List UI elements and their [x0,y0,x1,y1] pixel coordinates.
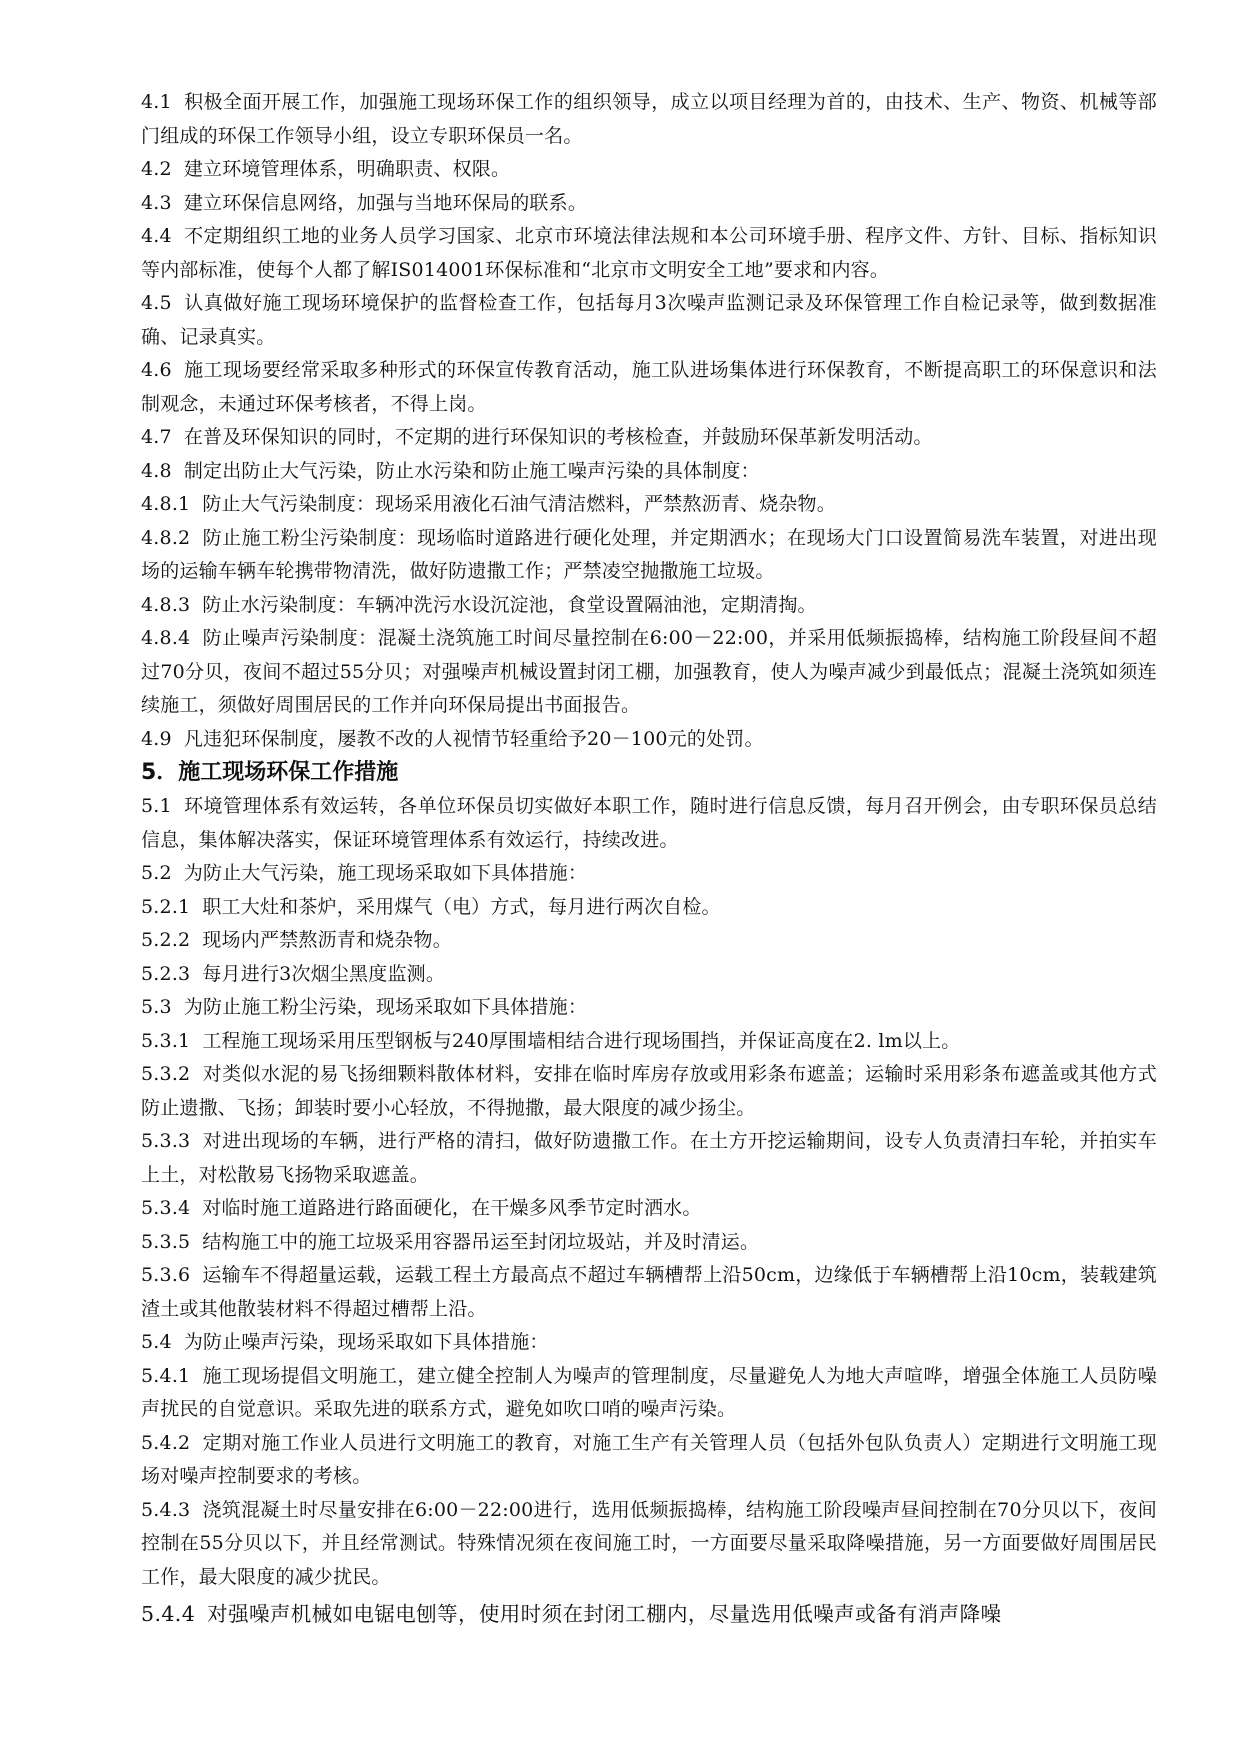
paragraph-4-8-2: 4.8.2 防止施工粉尘污染制度：现场临时道路进行硬化处理，并定期洒水；在现场大门口设置简易洗车装置，对进出现场的运输车辆车轮携带物清洗，做好防遗撒工作；严禁凌空抛撒施工垃圾。 [141,526,1157,582]
paragraph-4-8-1: 4.8.1 防止大气污染制度：现场采用液化石油气清洁燃料，严禁熬沥青、烧杂物。 [141,493,836,515]
paragraph-4-4: 4.4 不定期组织工地的业务人员学习国家、北京市环境法律法规和本公司环境手册、程序文件、方针、目标、指标知识等内部标准，使每个人都了解IS014001环保标准和“北京市文明安全工地”要求和内容。 [141,225,1157,281]
paragraph-4-5: 4.5 认真做好施工现场环境保护的监督检查工作，包括每月3次噪声监测记录及环保管理工作自检记录等，做到数据准确、记录真实。 [141,292,1157,348]
paragraph-5-3: 5.3 为防止施工粉尘污染，现场采取如下具体措施： [141,996,588,1018]
paragraph-4-8-3: 4.8.3 防止水污染制度：车辆冲洗污水设沉淀池，食堂设置隔油池，定期清掏。 [141,593,817,616]
paragraph-4-8: 4.8 制定出防止大气污染，防止水污染和防止施工噪声污染的具体制度： [141,459,760,482]
paragraph-4-8-4: 4.8.4 防止噪声污染制度：混凝土浇筑施工时间尽量控制在6:00－22:00，并采用低频振捣棒，结构施工阶段昼间不超过70分贝，夜间不超过55分贝；对强噪声机械设置封闭工棚，加强教育，使人为噪声减少到最低点；混凝土浇筑如须连续施工，须做好周围居民的工作并向环保局提出书面报告。 [141,627,1157,716]
paragraph-5-4-3: 5.4.3 浇筑混凝土时尽量安排在6:00－22:00进行，选用低频振捣棒，结构施工阶段噪声昼间控制在70分贝以下，夜间控制在55分贝以下，并且经常测试。特殊情况须在夜间施工时，一方面要尽量采取降噪措施，另一方面要做好周围居民工作，最大限度的减少扰民。 [141,1498,1157,1588]
section-heading: 5．施工现场环保工作措施 [141,760,399,785]
paragraph-5-3-2: 5.3.2 对类似水泥的易飞扬细颗料散体材料，安排在临时库房存放或用彩条布遮盖；运输时采用彩条布遮盖或其他方式防止遗撒、飞扬；卸装时要小心轻放，不得抛撒，最大限度的减少扬尘。 [141,1063,1157,1119]
paragraph-5-3-5: 5.3.5 结构施工中的施工垃圾采用容器吊运至封闭垃圾站，并及时清运。 [141,1230,760,1253]
paragraph-5-3-6: 5.3.6 运输车不得超量运载，运载工程土方最高点不超过车辆槽帮上沿50cm，边缘低于车辆槽帮上沿10cm，装载建筑渣土或其他散装材料不得超过槽帮上沿。 [141,1264,1157,1320]
paragraph-4-7: 4.7 在普及环保知识的同时，不定期的进行环保知识的考核检查，并鼓励环保革新发明活动。 [141,426,933,448]
paragraph-5-2-3: 5.2.3 每月进行3次烟尘黑度监测。 [141,962,446,985]
paragraph-4-2: 4.2 建立环境管理体系，明确职责、权限。 [141,158,511,180]
paragraph-5-4-2: 5.4.2 定期对施工作业人员进行文明施工的教育，对施工生产有关管理人员（包括外包队负责人）定期进行文明施工现场对噪声控制要求的考核。 [141,1431,1157,1487]
paragraph-5-2-1: 5.2.1 职工大灶和茶炉，采用煤气（电）方式，每月进行两次自检。 [141,895,721,918]
paragraph-4-1: 4.1 积极全面开展工作，加强施工现场环保工作的组织领导，成立以项目经理为首的，由技术、生产、物资、机械等部门组成的环保工作领导小组，设立专职环保员一名。 [141,91,1157,147]
paragraph-4-9: 4.9 凡违犯环保制度，屡教不改的人视情节轻重给予20－100元的处罚。 [141,727,764,750]
paragraph-5-4-1: 5.4.1 施工现场提倡文明施工，建立健全控制人为噪声的管理制度，尽量避免人为地大声喧哗，增强全体施工人员防噪声扰民的自觉意识。采取先进的联系方式，避免如吹口哨的噪声污染。 [141,1364,1157,1420]
paragraph-5-2: 5.2 为防止大气污染，施工现场采取如下具体措施： [141,862,588,884]
paragraph-4-6: 4.6 施工现场要经常采取多种形式的环保宣传教育活动，施工队进场集体进行环保教育，不断提高职工的环保意识和法制观念，未通过环保考核者，不得上岗。 [141,359,1157,415]
paragraph-5-3-1: 5.3.1 工程施工现场采用压型钢板与240厚围墙相结合进行现场围挡，并保证高度在2. lm以上。 [141,1029,961,1052]
paragraph-5-4-4: 5.4.4 对强噪声机械如电锯电刨等，使用时须在封闭工棚内，尽量选用低噪声或备有消声降噪 [141,1602,1002,1626]
paragraph-5-3-3: 5.3.3 对进出现场的车辆，进行严格的清扫，做好防遗撒工作。在土方开挖运输期间，设专人负责清扫车轮，并拍实车上土，对松散易飞扬物采取遮盖。 [141,1130,1157,1186]
document-page [141,86,1157,1634]
paragraph-5-4: 5.4 为防止噪声污染，现场采取如下具体措施： [141,1331,549,1353]
paragraph-5-1: 5.1 环境管理体系有效运转，各单位环保员切实做好本职工作，随时进行信息反馈，每月召开例会，由专职环保员总结信息，集体解决落实，保证环境管理体系有效运行，持续改进。 [141,795,1157,851]
paragraph-4-3: 4.3 建立环保信息网络，加强与当地环保局的联系。 [141,191,588,214]
paragraph-5-3-4: 5.3.4 对临时施工道路进行路面硬化，在干燥多风季节定时洒水。 [141,1197,702,1219]
paragraph-5-2-2: 5.2.2 现场内严禁熬沥青和烧杂物。 [141,929,452,951]
